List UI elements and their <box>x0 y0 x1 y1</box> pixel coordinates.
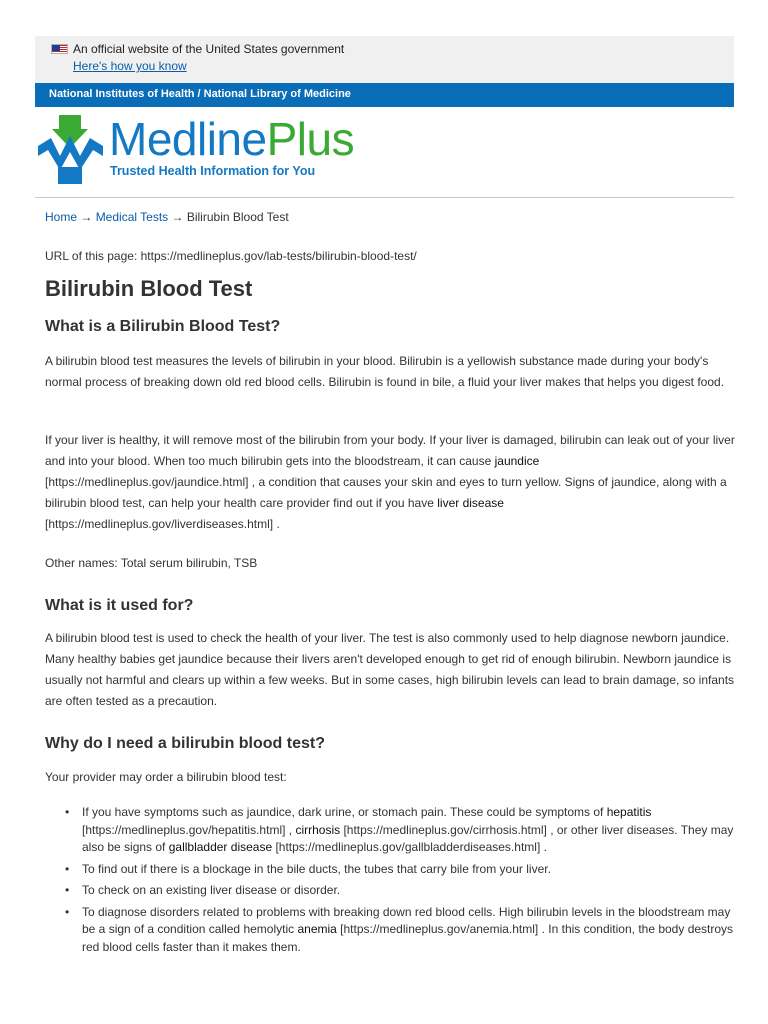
section-heading-used-for: What is it used for? <box>45 597 194 614</box>
reasons-list <box>62 804 734 960</box>
list-item: • To find out if there is a blockage in the bile ducts, the tubes that carry bile from your liver. <box>62 861 734 879</box>
text: [https://medlineplus.gov/liverdiseases.html] . <box>45 517 280 531</box>
breadcrumb-home-link[interactable]: Home <box>45 210 78 224</box>
cirrhosis-link[interactable]: cirrhosis <box>295 822 341 837</box>
medlineplus-logo[interactable] <box>38 112 358 192</box>
list-item: • To check on an existing liver disease or disorder. <box>62 882 734 900</box>
section-heading-what-is: What is a Bilirubin Blood Test? <box>45 318 281 335</box>
gallbladder-disease-link[interactable]: gallbladder disease <box>168 840 273 854</box>
nih-nlm-bar[interactable]: National Institutes of Health / National Library of Medicine <box>35 83 734 107</box>
logo-title <box>109 113 355 165</box>
text: [https://medlineplus.gov/gallbladderdiseases.html] . <box>272 840 547 854</box>
how-you-know-link[interactable]: Here's how you know <box>73 59 187 73</box>
anemia-link[interactable]: anemia <box>297 922 337 936</box>
text: If your liver is healthy, it will remove most of the bilirubin from your body. If your liver is damaged, bilirubin can leak out of your liver and into your blood. When too much bilirubin gets into the bloodstream, it can cause <box>45 433 735 468</box>
liver-disease-link[interactable]: liver disease <box>437 496 504 510</box>
medlineplus-logo-icon <box>38 112 104 188</box>
gov-banner-text: An official website of the United States government <box>73 42 345 56</box>
text: To diagnose disorders related to problems with breaking down red blood cells. High bilirubin levels in the bloodstream may be a sign of a condition called hemolytic <box>82 904 731 936</box>
paragraph-why-intro: Your provider may order a bilirubin blood test: <box>45 770 287 784</box>
page-title: Bilirubin Blood Test <box>45 276 253 301</box>
breadcrumb <box>45 210 289 224</box>
section-heading-why-need: Why do I need a bilirubin blood test? <box>45 735 325 752</box>
paragraph-intro: A bilirubin blood test measures the levels of bilirubin in your blood. Bilirubin is a yellowish substance made during your body's normal process of breaking down old red blood cells. Bilirubin is found in bile, a fluid your liver makes that helps you digest food. <box>45 354 725 389</box>
list-item <box>62 804 734 857</box>
text: [https://medlineplus.gov/hepatitis.html] , <box>82 822 296 837</box>
logo-tagline: Trusted Health Information for You <box>110 164 316 178</box>
us-flag-icon <box>51 44 68 54</box>
gov-banner <box>35 36 734 83</box>
text: [https://medlineplus.gov/cirrhosis.html] , or other liver diseases. They may also be signs of <box>82 822 734 854</box>
logo-title-plus: Plus <box>266 113 355 165</box>
text: [https://medlineplus.gov/jaundice.html] , a condition that causes your skin and eyes to turn yellow. Signs of jaundice, along with a bilirubin blood test, can help your health care provider find out if you have <box>45 475 727 510</box>
jaundice-link[interactable]: jaundice <box>494 454 540 468</box>
page-url: URL of this page: https://medlineplus.gov/lab-tests/bilirubin-blood-test/ <box>45 249 417 263</box>
text: If you have symptoms such as jaundice, dark urine, or stomach pain. These could be symptoms of <box>82 805 607 819</box>
logo-title-medline: Medline <box>109 113 267 165</box>
text: [https://medlineplus.gov/anemia.html] . In this condition, the body destroys red blood cells faster than it makes them. <box>82 922 734 954</box>
paragraph-used-for: A bilirubin blood test is used to check the health of your liver. The test is also commonly used to help diagnose newborn jaundice. Many healthy babies get jaundice because their livers aren't developed enough to get rid of enough bilirubin. Newborn jaundice is usually not harmful and clears up within a few weeks. But in some cases, high bilirubin levels can lead to brain damage, so infants are often tested as a precaution. <box>45 631 735 708</box>
hepatitis-link[interactable]: hepatitis <box>606 805 652 819</box>
paragraph-liver <box>45 430 735 535</box>
header-divider <box>35 197 734 198</box>
breadcrumb-current: Bilirubin Blood Test <box>186 210 289 224</box>
breadcrumb-separator: → <box>168 210 187 224</box>
list-item <box>62 904 734 957</box>
breadcrumb-separator: → <box>77 210 96 224</box>
paragraph-other-names: Other names: Total serum bilirubin, TSB <box>45 556 258 570</box>
breadcrumb-medical-tests-link[interactable]: Medical Tests <box>95 210 169 224</box>
